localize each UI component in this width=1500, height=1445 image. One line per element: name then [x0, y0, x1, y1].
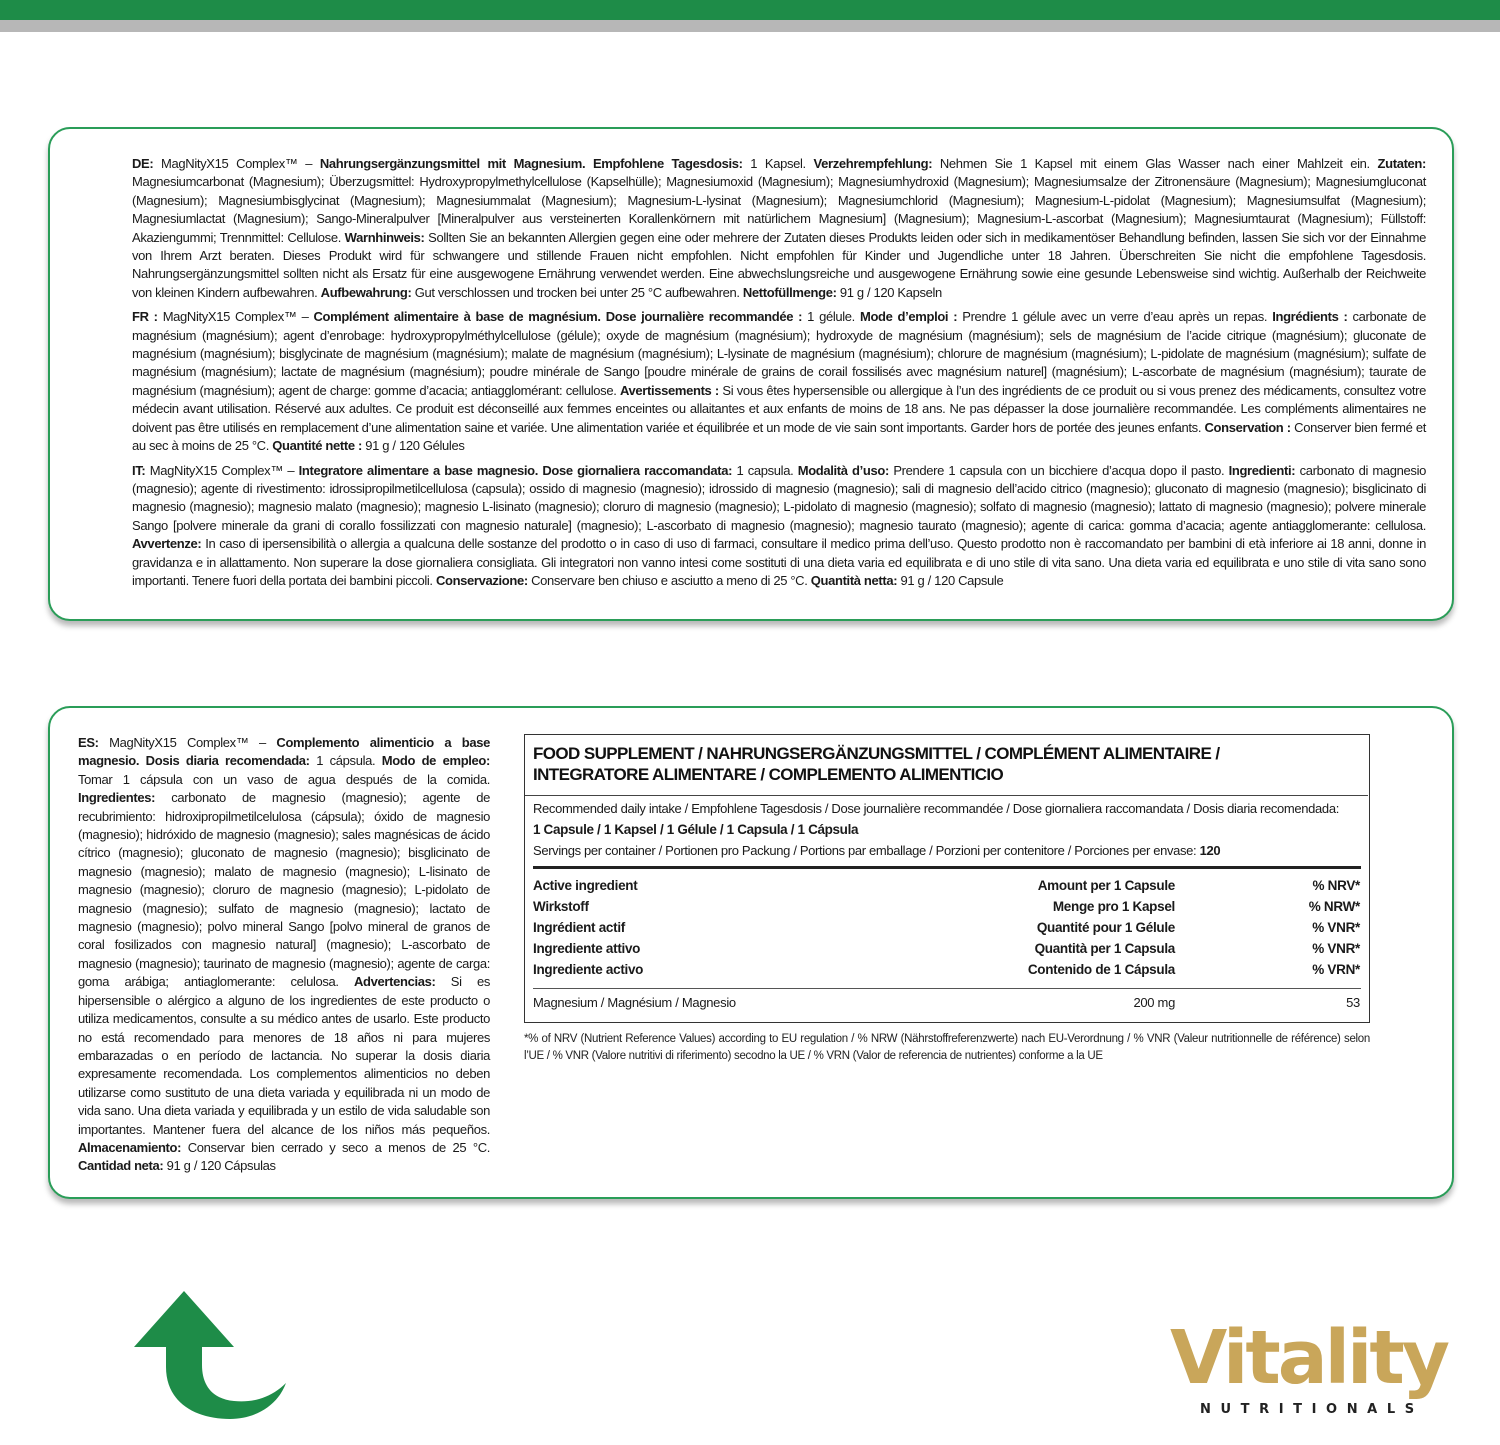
servings-line: [533, 843, 1220, 858]
servings-label: Servings per container / Portionen pro Packung / Portions par emballage / Porzioni per contenitore / Porciones per envase:: [533, 843, 1197, 858]
text-block-it-run: Avvertenze:: [132, 536, 202, 552]
text-block-es-run: ES:: [78, 735, 99, 750]
nrv-header-item: % VNR*: [1312, 941, 1360, 956]
amount-header: [1028, 875, 1175, 980]
text-block-it-run: 91 g / 120 Capsule: [897, 572, 1004, 588]
text-block-es-run: Ingredientes:: [78, 790, 156, 806]
amount-header-item: Quantité pour 1 Gélule: [1036, 920, 1175, 935]
ingredient-nrv: 53: [1346, 995, 1360, 1010]
label-panel-de-fr-it: [48, 127, 1454, 621]
intake-label: Recommended daily intake / Empfohlene Tagesdosis / Dose journalière recommandée / Dose giornaliera raccomandata / Dosis diaria recomendada:: [533, 801, 1339, 816]
text-block-it-run: Prendere 1 capsula con un bicchiere d’acqua dopo il pasto.: [888, 462, 1229, 478]
text-block-de-run: Aufbewahrung:: [320, 284, 412, 300]
text-block-es-run: Almacenamiento:: [78, 1139, 182, 1155]
text-block-fr-run: Avertissements :: [619, 382, 719, 398]
nrv-footnote: *% of NRV (Nutrient Reference Values) according to EU regulation / % NRW (Nährstoffreferenzwerte) nach EU-Verordnung / % VNR (Valeur nutritionnelle de référence) selon l’UE / % VNR (Valore nutritivi di riferimento) secodno la UE / % VRN (Valor de referencia de nutrientes) conforme a la UE: [524, 1033, 1370, 1062]
curved-arrow-icon: [126, 1285, 296, 1425]
text-block-it-run: Conservazione:: [435, 572, 528, 588]
text-block-de-run: Gut verschlossen und trocken bei unter 25 °C aufbewahren.: [411, 284, 743, 300]
text-block-de-run: Sollten Sie an bekannten Allergien gegen eine oder mehrere der Zutaten dieses Produkts leiden oder sich in medikamentöser Behandlung befinden, lassen Sie sich vor der Einnahme von Ihrem Arzt beraten. Dieses Produkt wird für schwangere und stillende Frauen nicht empfohlen. Nicht empfohlen für Kinder und Jugendliche unter 18 Jahren. Überschreiten Sie nicht die empfohlene Tagesdosis. Nahrungsergänzungsmittel sollten nicht als Ersatz für eine ausgewogene Ernährung verwendet werden. Eine abwechslungsreiche und ausgewogene Ernährung sowie eine gesunde Lebensweise sind wichtig. Außerhalb der Reichweite von kleinen Kindern aufbewahren.: [132, 229, 1426, 300]
text-block-fr-run: Complément alimentaire à base de magnésium. Dose journalière recommandée :: [313, 309, 803, 325]
nutrition-title: [533, 743, 1353, 785]
text-block-de-run: Verzehrempfehlung:: [813, 156, 933, 171]
text-block-fr-run: 91 g / 120 Gélules: [362, 438, 465, 454]
text-block-de-run: 1 Kapsel.: [742, 156, 814, 171]
active-ingredient-header: [533, 875, 643, 980]
text-block-es-run: Complemento alimenticio a base magnesio. Dosis diaria recomendada:: [78, 735, 490, 769]
text-block-fr-run: carbonate de magnésium (magnésium); agent d’enrobage: hydroxypropylméthylcellulose (gélule); oxyde de magnésium (magnésium); hydroxyde de magnésium (magnésium); sels de magnésium de l’acide citrique (magnésium); gluconate de magnésium (magnésium); bisglycinate de magnésium (magnésium); malate de magnésium (magnésium); L-lysinate de magnésium (magnésium); chlorure de magnésium (magnésium); L-pidolate de magnésium (magnésium); sulfate de magnésium (magnésium); lactate de magnésium (magnésium); poudre minérale de Sango [poudre minérale de grains de corail fossilisés avec magnésium naturel] (magnésium); L-ascorbate de magnésium (magnésium); taurate de magnésium (magnésium); agent de charge: gomme d’acacia; antiagglomérant: cellulose.: [132, 309, 1426, 398]
text-block-fr-run: MagNityX15 Complex™ –: [157, 309, 314, 325]
text-block-it-run: Integratore alimentare a base magnesio. Dose giornaliera raccomandata:: [298, 462, 733, 478]
text-block-fr-run: Conservation :: [1204, 419, 1291, 435]
multilingual-text: [132, 155, 1426, 596]
text-block-fr-run: Quantité nette :: [272, 438, 362, 454]
text-block-de-run: Nettofüllmenge:: [742, 284, 837, 300]
servings-value: 120: [1199, 843, 1221, 858]
nrv-header-item: % VRN*: [1312, 962, 1360, 977]
divider: [533, 988, 1361, 989]
text-block-es-run: MagNityX15 Complex™ –: [98, 735, 277, 750]
text-block-es-run: Conservar bien cerrado y seco a menos de 25 °C.: [181, 1139, 490, 1155]
text-block-de-run: Magnesiumcarbonat (Magnesium); Überzugsmittel: Hydroxypropylmethylcellulose (Kapselhülle); Magnesiumoxid (Magnesium); Magnesiumhydroxid (Magnesium); Magnesiumsalze der Zitronensäure (Magnesium); Magnesiumgluconat (Magnesium); Magnesiumbisglycinat (Magnesium); Magnesiummalat (Magnesium); Magnesium-L-lysinat (Magnesium); Magnesiumchlorid (Magnesium); Magnesium-L-pidolat (Magnesium); Magnesiumsulfat (Magnesium); Magnesiumlactat (Magnesium); Sango-Mineralpulver [Mineralpulver aus versteinerten Korallenkörnern mit natürlichem Magnesium] (Magnesium); Magnesium-L-ascorbat (Magnesium); Magnesiumtaurat (Magnesium); Füllstoff: Akaziengummi; Trennmittel: Cellulose.: [132, 174, 1426, 245]
text-block-it: [132, 462, 1426, 591]
top-green-band: [0, 0, 1500, 20]
text-block-es-run: Modo de empleo:: [381, 753, 490, 769]
text-block-fr-run: Si vous êtes hypersensible ou allergique à l’un des ingrédients de ce produit ou si vous prenez des médicaments, consultez votre médecin avant utilisation. Réservé aux adultes. Ce produit est déconseillé aux femmes enceintes ou allaitantes et aux enfants de moins de 18 ans. Ne pas dépasser la dose journalière recommandée. Les compléments alimentaires ne doivent pas être utilisés en remplacement d’une alimentation saine et variée. Une alimentation variée et équilibrée et un mode de vie sain sont importants. Garder hors de portée des jeunes enfants.: [132, 382, 1427, 435]
thick-divider: [533, 866, 1361, 869]
text-block-it-run: Ingredienti:: [1228, 462, 1296, 478]
text-block-es-run: Tomar 1 cápsula con un vaso de agua después de la comida.: [78, 771, 490, 787]
amount-header-item: Quantità per 1 Capsula: [1034, 941, 1175, 956]
nrv-header-item: % NRV*: [1312, 878, 1360, 893]
nutrition-title-line1: FOOD SUPPLEMENT / NAHRUNGSERGÄNZUNGSMITTEL / COMPLÉMENT ALIMENTAIRE /: [533, 744, 1220, 763]
ingredient-amount: 200 mg: [1133, 995, 1175, 1010]
text-block-es-run: carbonato de magnesio (magnesio); agente de recubrimiento: hidroxipropilmetilcelulosa (cápsula); óxido de magnesio (magnesio); hidróxido de magnesio (magnesio); sales magnésicas de ácido cítrico (magnesio); gluconato de magnesio (magnesio); bisglicinato de magnesio (magnesio); malato de magnesio (magnesio); L-lisinato de magnesio (magnesio); cloruro de magnesio (magnesio); L-pidolato de magnesio (magnesio); sulfato de magnesio (magnesio); lactato de magnesio (magnesio); polvo mineral Sango [polvo mineral de granos de coral fosilizados con magnesio natural] (magnesio); L-ascorbato de magnesio (magnesio); taurinato de magnesio (magnesio); agente de carga: goma arábiga; antiaglomerante: celulosa.: [78, 790, 490, 990]
text-block-de-run: Zutaten:: [1377, 156, 1427, 171]
amount-header-item: Amount per 1 Capsule: [1037, 878, 1175, 893]
text-block-es-run: 91 g / 120 Cápsulas: [163, 1158, 276, 1174]
label-panel-es-nutrition: [48, 706, 1454, 1199]
brand-name: Vitality: [1170, 1315, 1447, 1401]
divider: [525, 795, 1368, 796]
active-ingredient-header-item: Ingrediente attivo: [533, 941, 641, 956]
active-ingredient-header-item: Ingrediente activo: [533, 962, 644, 977]
text-block-fr-run: 1 gélule.: [802, 309, 860, 325]
brand-subtitle: NUTRITIONALS: [1200, 1402, 1424, 1417]
amount-header-item: Contenido de 1 Cápsula: [1027, 962, 1175, 977]
text-block-de-run: 91 g / 120 Kapseln: [836, 284, 942, 300]
text-block-it-run: carbonato di magnesio (magnesio); agente di rivestimento: idrossipropilmetilcellulosa (capsula); ossido di magnesio (magnesio); idrossido di magnesio (magnesio); sali di magnesio dell’acido citrico (magnesio); gluconato di magnesio (magnesio); bisglicinato di magnesio (magnesio); magnesio malato (magnesio); magnesio L-lisinato (magnesio); cloruro di magnesio (magnesio); L-pidolato di magnesio (magnesio); solfato di magnesio (magnesio); lattato di magnesio (magnesio); polvere minerale Sango [polvere minerale da grani di corallo fossilizzati con magnesio naturale] (magnesio); L-ascorbato di magnesio (magnesio); magnesio taurato (magnesio); agente di carica: gomma d’acacia; agente antiagglomerante: cellulosa.: [132, 462, 1426, 533]
text-block-it-run: Modalità d’uso:: [797, 462, 889, 478]
active-ingredient-header-item: Active ingredient: [533, 878, 638, 893]
text-block-fr: [132, 308, 1426, 455]
active-ingredient-header-item: Ingrédient actif: [533, 920, 625, 935]
text-block-de-run: Nahrungsergänzungsmittel mit Magnesium. Empfohlene Tagesdosis:: [319, 156, 743, 171]
text-block-de: [132, 155, 1426, 302]
text-block-es: [78, 734, 490, 1176]
text-block-de-run: DE:: [132, 156, 154, 171]
text-block-it-run: Quantità netta:: [810, 572, 898, 588]
top-grey-band: [0, 20, 1500, 32]
text-block-de-run: MagNityX15 Complex™ –: [153, 156, 320, 171]
text-block-it-run: Conservare ben chiuso e asciutto a meno di 25 °C.: [527, 572, 811, 588]
text-block-es-run: 1 cápsula.: [309, 753, 382, 769]
nrv-header-item: % NRW*: [1308, 899, 1360, 914]
ingredient-name: Magnesium / Magnésium / Magnesio: [533, 995, 736, 1010]
amount-header-item: Menge pro 1 Kapsel: [1052, 899, 1175, 914]
text-block-it-run: IT:: [132, 462, 146, 478]
active-ingredient-header-item: Wirkstoff: [533, 899, 589, 914]
text-block-fr-run: Mode d’emploi :: [859, 309, 958, 325]
nrv-header: [1309, 875, 1360, 980]
brand-logo: [1170, 1315, 1460, 1428]
nutrition-title-line2: INTEGRATORE ALIMENTARE / COMPLEMENTO ALIMENTICIO: [533, 765, 1004, 784]
text-block-fr-run: Conserver bien fermé et au sec à moins de 25 °C.: [132, 419, 1426, 454]
text-block-fr-run: FR :: [132, 309, 158, 325]
text-block-es-run: Advertencias:: [354, 974, 436, 990]
text-block-fr-run: Ingrédients :: [1272, 309, 1348, 325]
text-block-de-run: Warnhinweis:: [344, 229, 425, 245]
text-block-it-run: MagNityX15 Complex™ –: [145, 462, 299, 478]
text-block-es-run: Cantidad neta:: [78, 1158, 164, 1174]
text-block-it-run: 1 capsula.: [732, 462, 798, 478]
text-block-de-run: Nehmen Sie 1 Kapsel mit einem Glas Wasser nach einer Mahlzeit ein.: [932, 156, 1378, 171]
text-block-es-run: Si es hipersensible o alérgico a alguno de los ingredientes de este producto o utiliza medicamentos, consulte a su médico antes de usarlo. Este producto no está recomendado para menores de 18 años ni para mujeres embarazadas o en período de lactancia. No superar la dosis diaria expresamente recomendada. Los complementos alimenticios no deben utilizarse como sustituto de una dieta variada y equilibrada ni un modo de vida sano. Una dieta variada y equilibrada y un estilo de vida saludable son importantes. Mantener fuera del alcance de los niños más pequeños.: [78, 974, 490, 1137]
text-block-fr-run: Prendre 1 gélule avec un verre d’eau après un repas.: [957, 309, 1273, 325]
intake-value: 1 Capsule / 1 Kapsel / 1 Gélule / 1 Capsula / 1 Cápsula: [533, 822, 859, 837]
nutrition-table: [524, 734, 1370, 1023]
text-block-it-run: In caso di ipersensibilità o allergia a qualcuna delle sostanze del prodotto o in caso di uso di farmaci, consultare il medico prima dell’uso. Questo prodotto non è raccomandato per bambini di età inferiore ai 18 anni, donne in gravidanza e in allattamento. Non superare la dose giornaliera consigliata. Gli integratori non vanno intesi come sostituti di una dieta varia ed equilibrata e di uno stile di vita sano. Una dieta varia ed equilibrata e uno stile di vita sano sono importanti. Tenere fuori della portata dei bambini piccoli.: [132, 536, 1426, 588]
nrv-header-item: % VNR*: [1312, 920, 1360, 935]
